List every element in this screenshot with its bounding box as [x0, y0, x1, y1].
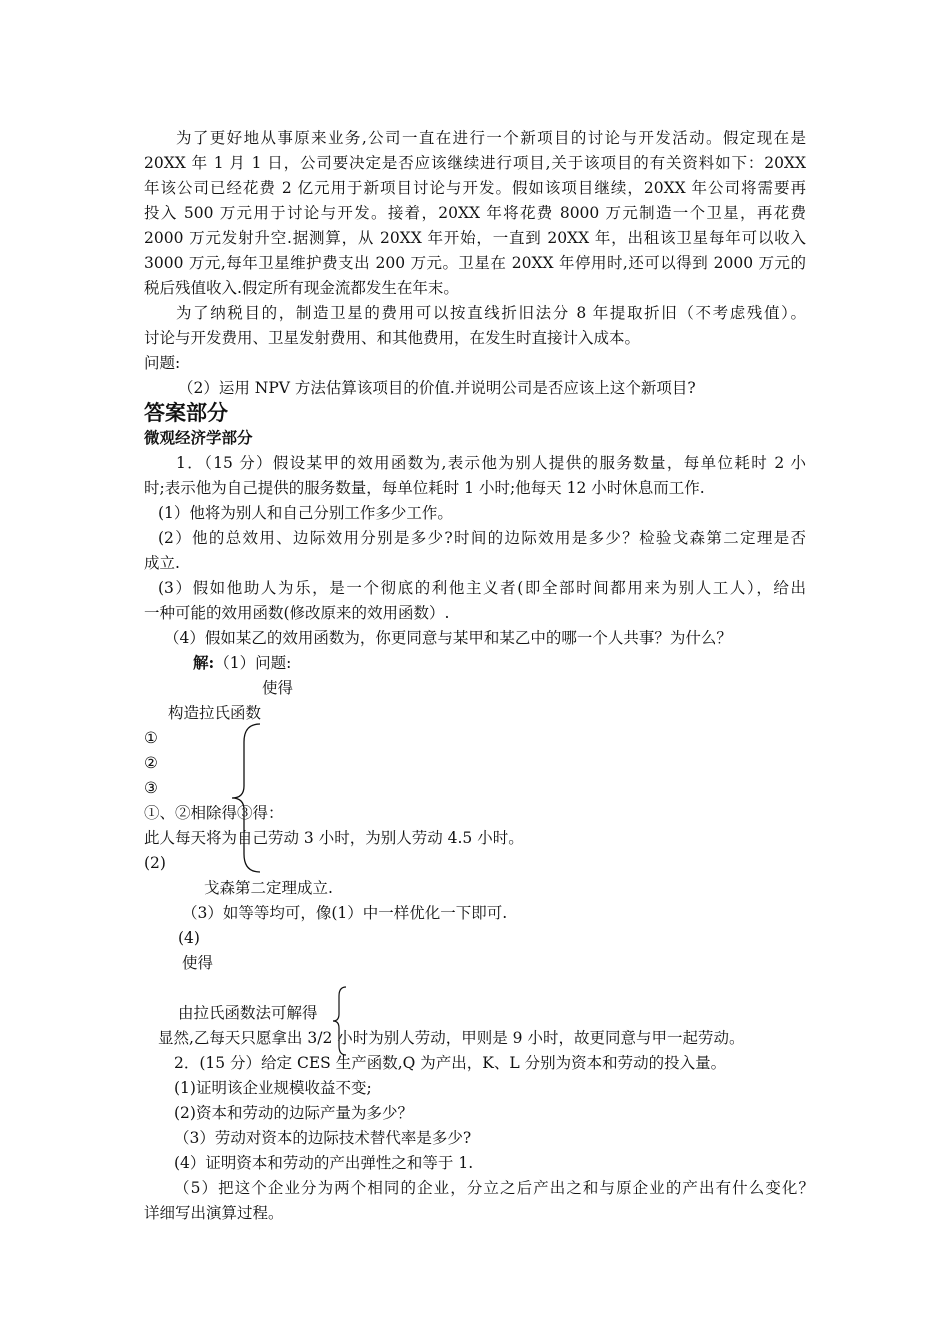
solution-circle-2: ② — [144, 754, 158, 772]
solution-s3: （3）如等等均可，像(1）中一样优化一下即可. — [182, 904, 508, 922]
para1-line-5: 2000 万元发射升空.据测算，从 20XX 年开始，一直到 20XX 年，出租该卫星每年可以收入 — [144, 229, 806, 247]
solution-shide: 使得 — [262, 679, 294, 697]
solution-circle-1: ① — [144, 729, 158, 747]
q1-part-2-line-2: 成立. — [144, 554, 180, 572]
q1-part-4: （4）假如某乙的效用函数为，你更同意与某甲和某乙中的哪一个人共事？为什么？ — [164, 629, 732, 647]
q2-part-2: (2)资本和劳动的边际产量为多少？ — [174, 1104, 413, 1122]
para1-line-6: 3000 万元,每年卫星维护费支出 200 万元。卫星在 20XX 年停用时,还可以得到 2000 万元的 — [144, 254, 806, 272]
solution-circle-3: ③ — [144, 779, 158, 797]
q1-part-2-line-1: (2）他的总效用、边际效用分别是多少?时间的边际效用是多少？检验戈森第二定理是否 — [158, 529, 806, 547]
para1-line-1: 为了更好地从事原来业务,公司一直在进行一个新项目的讨论与开发活动。假定现在是 — [176, 129, 806, 147]
equation-brace-2 — [328, 986, 352, 1056]
question-2: （2）运用 NPV 方法估算该项目的价值.并说明公司是否应该上这个新项目? — [178, 379, 696, 397]
para1-line-7: 税后残值收入.假定所有现金流都发生在年末。 — [144, 279, 459, 297]
answer-heading: 答案部分 — [144, 401, 228, 425]
solution-s2: (2) — [144, 854, 166, 872]
q1-part-3-line-2: 一种可能的效用函数(修改原来的效用函数）. — [144, 604, 450, 622]
solution-lagrange: 构造拉氏函数 — [168, 704, 262, 722]
para1-line-3: 年该公司已经花费 2 亿元用于新项目讨论与开发。假如该项目继续，20XX 年公司将需要再 — [144, 179, 806, 197]
para2-line-1: 为了纳税目的，制造卫星的费用可以按直线折旧法分 8 年提取折旧（不考虑残值）。 — [176, 304, 806, 322]
solution-conclusion: 显然,乙每天只愿拿出 3/2 小时为别人劳动，甲则是 9 小时，故更同意与甲一起劳动。 — [158, 1029, 745, 1047]
q1-part-3-line-1: (3）假如他助人为乐，是一个彻底的利他主义者(即全部时间都用来为别人工人），给出 — [158, 579, 806, 597]
q2-part-5-line-1: （5）把这个企业分为两个相同的企业，分立之后产出之和与原企业的产出有什么变化？ — [174, 1179, 814, 1197]
q1-part-1: (1）他将为别人和自己分别工作多少工作。 — [158, 504, 453, 522]
solution-shide-2: 使得 — [182, 954, 214, 972]
solution-lagrange-solve: 由拉氏函数法可解得 — [178, 1004, 318, 1022]
q1-intro-line-1: 1．（15 分）假设某甲的效用函数为,表示他为别人提供的服务数量，每单位耗时 2 小 — [176, 454, 806, 472]
q2-part-4: (4）证明资本和劳动的产出弹性之和等于 1. — [174, 1154, 474, 1172]
solution-s4: (4) — [178, 929, 200, 947]
q2-part-5-line-2: 详细写出演算过程。 — [144, 1204, 284, 1222]
solution-s1: （1）问题: — [214, 654, 292, 672]
micro-heading: 微观经济学部分 — [144, 429, 253, 447]
q2-part-1: (1)证明该企业规模收益不变; — [174, 1079, 372, 1097]
solution-divide: ①、②相除得③得： — [144, 804, 284, 822]
para2-line-2: 讨论与开发费用、卫星发射费用、和其他费用，在发生时直接计入成本。 — [144, 329, 641, 347]
solution-result: 此人每天将为自己劳动 3 小时，为别人劳动 4.5 小时。 — [144, 829, 524, 847]
q1-intro-line-2: 时;表示他为自己提供的服务数量，每单位耗时 1 小时;他每天 12 小时休息而工作. — [144, 479, 705, 497]
para1-line-4: 投入 500 万元用于讨论与开发。接着，20XX 年将花费 8000 万元制造一个卫星，再花费 — [144, 204, 806, 222]
solution-jie: 解: — [193, 653, 215, 672]
q2-part-3: （3）劳动对资本的边际技术替代率是多少? — [174, 1129, 472, 1147]
solution-gossen: 戈森第二定理成立. — [204, 879, 333, 897]
q2-intro: 2．(15 分）给定 CES 生产函数,Q 为产出，K、L 分别为资本和劳动的投入量。 — [174, 1054, 727, 1072]
question-label: 问题: — [144, 354, 181, 372]
solution-line-1 — [193, 653, 291, 673]
para1-line-2: 20XX 年 1 月 1 日，公司要决定是否应该继续进行项目,关于该项目的有关资料如下：20XX — [144, 154, 806, 172]
equation-brace-1 — [226, 722, 266, 874]
